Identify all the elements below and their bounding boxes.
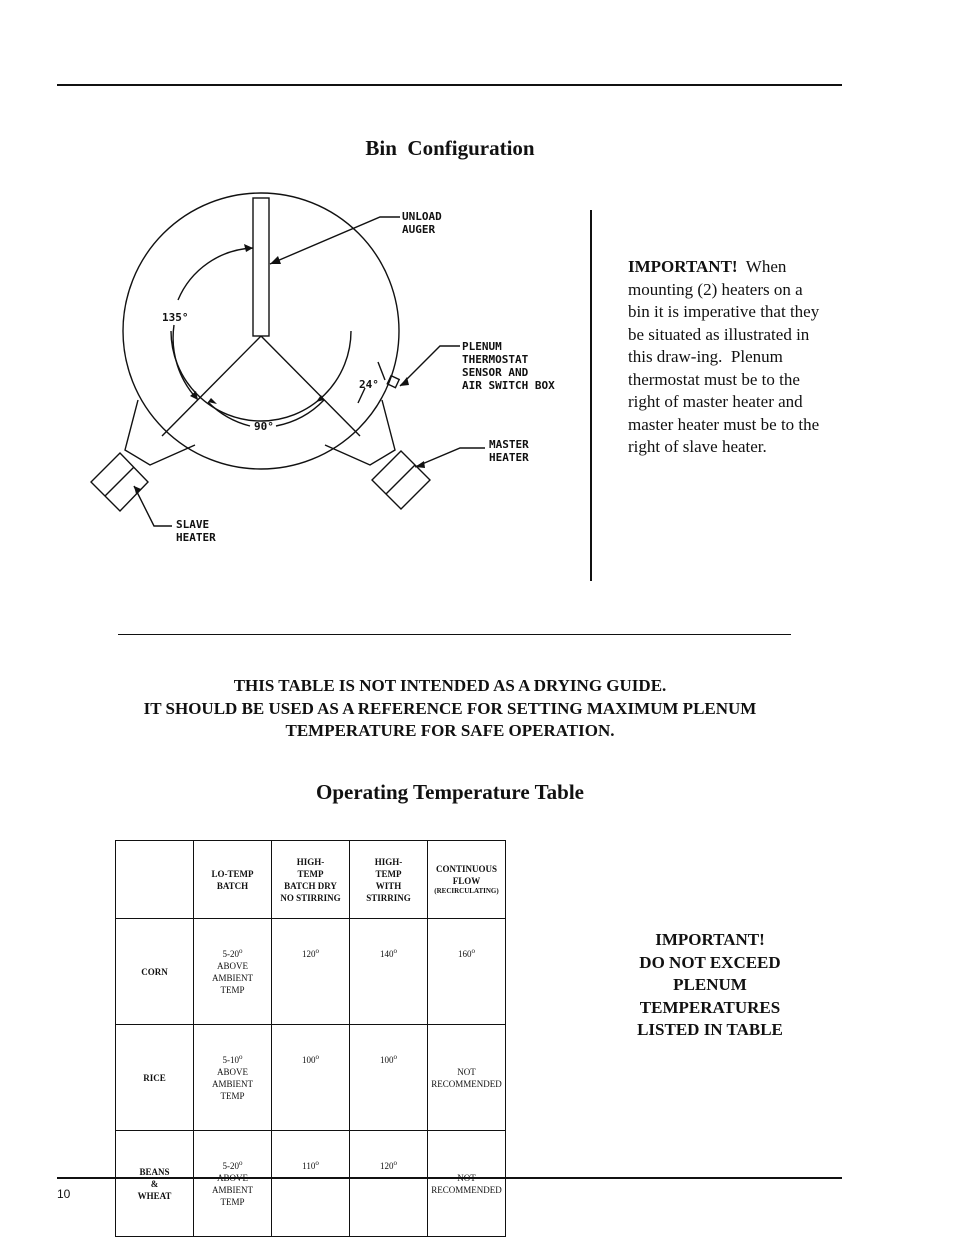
page-number: 10: [57, 1187, 71, 1201]
header-lotemp: LO-TEMP BATCH: [194, 841, 272, 919]
slave-heater-label-2: HEATER: [176, 531, 216, 544]
stirring-cell: 140$^o$: [350, 919, 428, 1025]
plenum-label-4: AIR SWITCH BOX: [462, 379, 555, 392]
unload-auger: [253, 198, 269, 336]
master-heater-label-1: MASTER: [489, 438, 529, 451]
master-heater-duct: [325, 400, 395, 465]
top-rule: [57, 84, 842, 86]
plenum-leader: [400, 346, 460, 386]
master-heater-box: [372, 451, 430, 509]
batch-cell: 110$^o$: [272, 1131, 350, 1237]
section-divider: [118, 634, 791, 635]
warning-block: [80, 675, 820, 743]
continuous-cell: NOT RECOMMENDED: [428, 1025, 506, 1131]
angle-135-label: 135°: [162, 311, 189, 324]
angle-24-label: 24°: [359, 378, 379, 391]
table-row: [116, 1131, 506, 1237]
continuous-cell: NOT RECOMMENDED: [428, 1131, 506, 1237]
crop-rice: RICE: [116, 1025, 194, 1131]
lotemp-cell: 5-20$^o$ ABOVE AMBIENT TEMP: [194, 919, 272, 1025]
table-title: Operating Temperature Table: [316, 780, 584, 804]
plenum-limit-warning: IMPORTANT! DO NOT EXCEED PLENUM TEMPERATURES LISTED IN TABLE: [637, 930, 783, 1039]
table-row: [116, 1025, 506, 1131]
master-leader: [415, 448, 485, 467]
table-header-row: [116, 841, 506, 919]
continuous-cell: 160$^o$: [428, 919, 506, 1025]
bin-inner-arc: [171, 331, 351, 421]
plenum-label-3: SENSOR AND: [462, 366, 529, 379]
mounting-note-lead: IMPORTANT!: [628, 257, 738, 276]
angle-90-label: 90°: [254, 420, 274, 433]
bin-diagram-svg: [80, 190, 560, 560]
lotemp-cell: 5-20$^o$ ABOVE AMBIENT TEMP: [194, 1131, 272, 1237]
slave-heater-label-1: SLAVE: [176, 518, 210, 531]
unload-auger-label-1: UNLOAD: [402, 210, 442, 223]
mounting-note-body: When mounting (2) heaters on a bin it is imperative that they be situated as illustrated in this draw-ing. Plenum thermostat must be to the right of master heater and master heater must be to the right of slave heater.: [628, 257, 824, 456]
crop-corn: CORN: [116, 919, 194, 1025]
header-hightemp-stirring: HIGH- TEMP WITH STIRRING: [350, 841, 428, 919]
table-row: [116, 919, 506, 1025]
bin-diagram: [80, 190, 560, 560]
slave-leader: [134, 486, 172, 526]
warning-line-3: TEMPERATURE FOR SAFE OPERATION.: [285, 721, 615, 740]
header-hightemp-batch: HIGH- TEMP BATCH DRY NO STIRRING: [272, 841, 350, 919]
batch-cell: 100$^o$: [272, 1025, 350, 1131]
slave-heater-duct: [125, 400, 195, 465]
batch-cell: 120$^o$: [272, 919, 350, 1025]
stirring-cell: 100$^o$: [350, 1025, 428, 1131]
warning-line-1: THIS TABLE IS NOT INTENDED AS A DRYING GUIDE.: [233, 676, 667, 695]
master-heater-label-2: HEATER: [489, 451, 529, 464]
plenum-label-1: PLENUM: [462, 340, 502, 353]
stirring-cell: 120$^o$: [350, 1131, 428, 1237]
mounting-note: [628, 256, 828, 459]
bin-config-title: Bin Configuration: [365, 136, 535, 160]
plenum-label-2: THERMOSTAT: [462, 353, 529, 366]
header-blank: [116, 841, 194, 919]
auger-leader: [270, 217, 400, 264]
crop-beans-wheat: BEANS & WHEAT: [116, 1131, 194, 1237]
lotemp-cell: 5-10$^o$ ABOVE AMBIENT TEMP: [194, 1025, 272, 1131]
operating-temperature-table: [115, 840, 506, 1237]
vertical-divider: [590, 210, 592, 581]
header-continuous-flow: CONTINUOUS FLOW (RECIRCULATING): [428, 841, 506, 919]
unload-auger-label-2: AUGER: [402, 223, 436, 236]
warning-line-2: IT SHOULD BE USED AS A REFERENCE FOR SETTING MAXIMUM PLENUM: [143, 698, 757, 718]
